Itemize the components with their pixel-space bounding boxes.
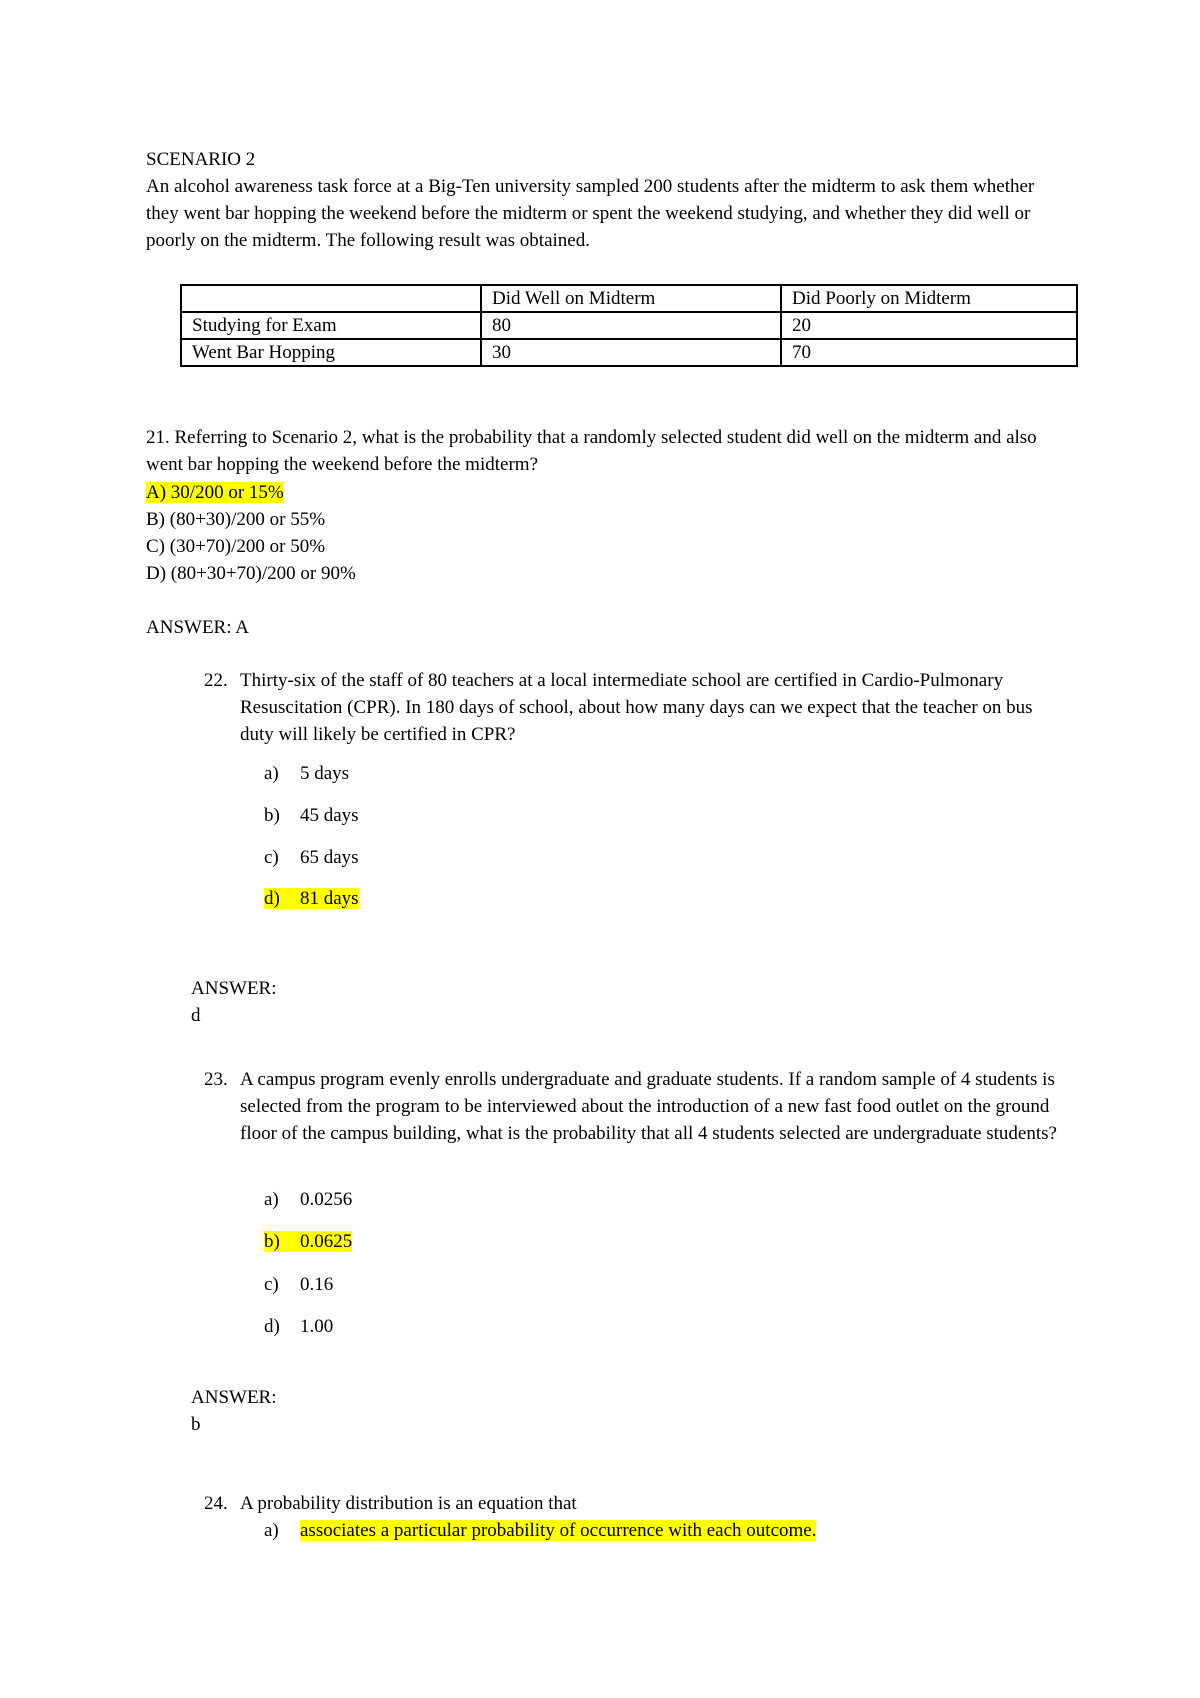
option-text: 81 days [300,888,359,909]
q23-answer-value: b [191,1414,201,1435]
q23-option-c [264,1271,333,1298]
question-24-text: A probability distribution is an equation that [240,1493,577,1514]
table-cell: 70 [781,339,1077,366]
question-23-text: A campus program evenly enrolls undergraduate and graduate students. If a random sample of 4 students is selected from the program to be interviewed about the introduction of a new fast food outlet on the ground floor of the campus building, what is the probability that all 4 students selected are undergraduate students? [240,1069,1057,1144]
table-cell: 80 [481,312,781,339]
option-text: 65 days [300,847,359,868]
table-cell: 20 [781,312,1077,339]
q24-option-a [264,1517,816,1544]
answer-highlight: A) 30/200 or 15% [146,482,284,503]
question-22-number: 22. [204,670,228,691]
option-letter: b) [264,805,280,826]
table-row-label: Went Bar Hopping [181,339,481,366]
option-letter: d) [264,888,280,909]
question-22-text: Thirty-six of the staff of 80 teachers at a local intermediate school are certified in Cardio-Pulmonary Resuscitation (CPR). In 180 days of school, about how many days can we expect that the teacher on bus duty will likely be certified in CPR? [240,670,1033,745]
option-text: 0.16 [300,1274,334,1295]
q23-option-b [264,1228,352,1255]
q21-option-a [146,479,284,506]
question-24-number: 24. [204,1493,228,1514]
q22-answer-label: ANSWER: [191,978,277,999]
option-letter: d) [264,1316,280,1337]
option-text: 1.00 [300,1316,334,1337]
table-row [181,339,1077,366]
option-text: 0.0256 [300,1189,353,1210]
option-letter: a) [264,1189,279,1210]
question-21-text: 21. Referring to Scenario 2, what is the probability that a randomly selected student did well on the midterm and also went bar hopping the weekend before the midterm? [146,427,1037,475]
q21-option-c: C) (30+70)/200 or 50% [146,536,326,557]
q22-option-d [264,885,359,912]
q23-option-d [264,1313,333,1340]
scenario-description: An alcohol awareness task force at a Big-Ten university sampled 200 students after the midterm to ask them whether they went bar hopping the weekend before the midterm or spent the weekend studying, and whether they did well or poorly on the midterm. The following result was obtained. [146,176,1035,251]
question-23-number: 23. [204,1069,228,1090]
q22-option-c [264,844,359,871]
option-letter: c) [264,1274,279,1295]
option-text: 0.0625 [300,1231,353,1252]
table-header-cell [181,285,481,312]
q22-option-b [264,802,359,829]
table-row-label: Studying for Exam [181,312,481,339]
q21-answer: ANSWER: A [146,617,249,638]
q23-option-a [264,1186,352,1213]
table-cell: 30 [481,339,781,366]
option-text: associates a particular probability of occurrence with each outcome. [300,1520,817,1541]
option-text: 45 days [300,805,359,826]
option-letter: c) [264,847,279,868]
q22-option-a [264,760,349,787]
q23-answer-label: ANSWER: [191,1387,277,1408]
q21-option-b: B) (80+30)/200 or 55% [146,509,326,530]
q22-answer-value: d [191,1005,201,1026]
option-letter: a) [264,1520,279,1541]
table-row [181,312,1077,339]
table-header-row [181,285,1077,312]
q21-option-d: D) (80+30+70)/200 or 90% [146,563,356,584]
option-text: 5 days [300,763,350,784]
table-header-cell: Did Well on Midterm [481,285,781,312]
contingency-table [180,284,1078,367]
option-letter: b) [264,1231,280,1252]
scenario-title: SCENARIO 2 [146,149,256,170]
option-letter: a) [264,763,279,784]
table-header-cell: Did Poorly on Midterm [781,285,1077,312]
